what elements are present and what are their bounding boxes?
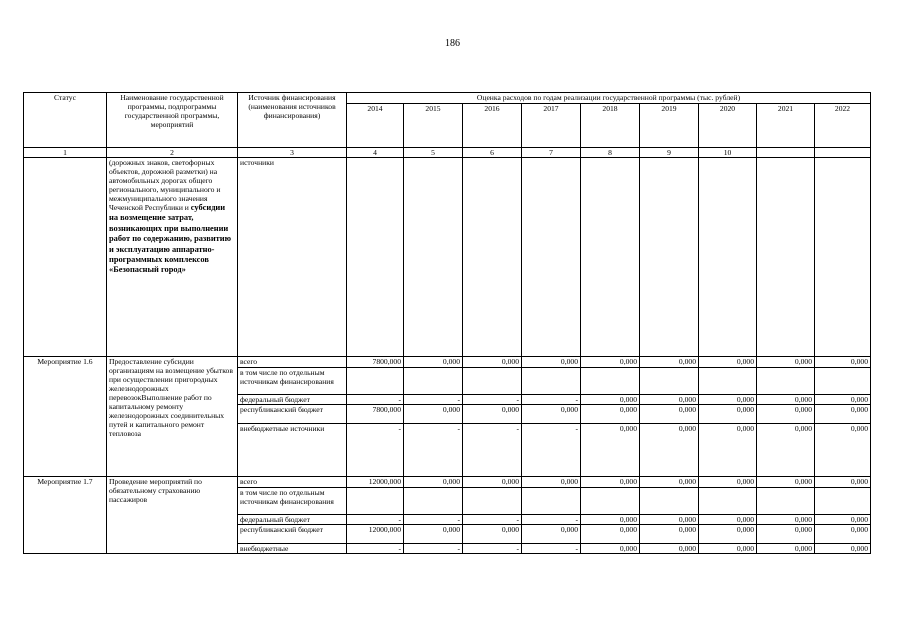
empty-cell [581, 158, 640, 357]
value-cell [815, 368, 871, 395]
value-cell: - [522, 544, 581, 554]
value-cell: 0,000 [815, 515, 871, 525]
value-cell: 0,000 [757, 405, 815, 424]
header-estimate: Оценка расходов по годам реализации государственной программы (тыс. рублей) [347, 93, 871, 104]
value-cell: 0,000 [640, 477, 699, 488]
value-cell [404, 368, 463, 395]
value-cell: 0,000 [640, 525, 699, 544]
empty-cell [522, 158, 581, 357]
empty-cell [757, 158, 815, 357]
value-cell: 0,000 [463, 357, 522, 368]
status-cell: Мероприятие 1.7 [24, 477, 107, 554]
value-cell [463, 368, 522, 395]
value-cell [463, 488, 522, 515]
value-cell: 0,000 [815, 525, 871, 544]
value-cell: 0,000 [640, 424, 699, 477]
page-number: 186 [445, 38, 460, 49]
value-cell: 0,000 [522, 525, 581, 544]
value-cell: 0,000 [699, 395, 757, 405]
value-cell [757, 488, 815, 515]
value-cell [815, 488, 871, 515]
funding-source-cell: федеральный бюджет [238, 395, 347, 405]
value-cell: 0,000 [640, 405, 699, 424]
value-cell [699, 368, 757, 395]
value-cell: 0,000 [815, 544, 871, 554]
year-2015: 2015 [404, 104, 463, 148]
value-cell: 0,000 [581, 357, 640, 368]
col-number: 2 [107, 148, 238, 158]
funding-source-cell: всего [238, 477, 347, 488]
value-cell [404, 488, 463, 515]
col-number: 4 [347, 148, 404, 158]
header-status: Статус [24, 93, 107, 148]
value-cell [640, 368, 699, 395]
col-number: 9 [640, 148, 699, 158]
value-cell [347, 488, 404, 515]
value-cell: - [463, 544, 522, 554]
value-cell: 0,000 [699, 525, 757, 544]
year-2020: 2020 [699, 104, 757, 148]
budget-table [23, 92, 871, 554]
value-cell: 0,000 [757, 357, 815, 368]
col-number: 7 [522, 148, 581, 158]
empty-cell [463, 158, 522, 357]
value-cell: 0,000 [699, 357, 757, 368]
value-cell: 0,000 [757, 424, 815, 477]
value-cell: 0,000 [699, 544, 757, 554]
col-number: 6 [463, 148, 522, 158]
empty-cell [640, 158, 699, 357]
empty-cell [347, 158, 404, 357]
value-cell: 0,000 [581, 395, 640, 405]
funding-source-cell: республиканский бюджет [238, 405, 347, 424]
value-cell: 0,000 [522, 405, 581, 424]
value-cell: 0,000 [404, 525, 463, 544]
continuation-row [24, 158, 871, 357]
col-number: 3 [238, 148, 347, 158]
value-cell: 0,000 [640, 395, 699, 405]
funding-source-cell: федеральный бюджет [238, 515, 347, 525]
empty-cell [699, 158, 757, 357]
table-row [24, 477, 871, 488]
value-cell: - [404, 424, 463, 477]
funding-source-cell: в том числе по отдельным источникам финансирования [238, 488, 347, 515]
value-cell: - [463, 424, 522, 477]
value-cell: 0,000 [757, 477, 815, 488]
value-cell: - [404, 395, 463, 405]
value-cell: 0,000 [581, 405, 640, 424]
empty-cell [404, 158, 463, 357]
value-cell: - [463, 395, 522, 405]
measure-name-cell: Проведение мероприятий по обязательному страхованию пассажиров [107, 477, 238, 554]
col-number [757, 148, 815, 158]
value-cell: 0,000 [699, 405, 757, 424]
col-number: 10 [699, 148, 757, 158]
continuation-name-plain: (дорожных знаков, светофорных объектов, дорожной разметки) на автомобильных дорогах общего регионального, муниципального и межмуниципального значения Чеченской Республики и [109, 158, 221, 212]
year-2018: 2018 [581, 104, 640, 148]
value-cell: - [463, 515, 522, 525]
value-cell: 0,000 [757, 395, 815, 405]
value-cell: 0,000 [404, 405, 463, 424]
value-cell: 0,000 [815, 424, 871, 477]
value-cell: 0,000 [404, 477, 463, 488]
value-cell: - [404, 544, 463, 554]
value-cell: - [347, 424, 404, 477]
value-cell [581, 368, 640, 395]
col-number: 5 [404, 148, 463, 158]
year-2016: 2016 [463, 104, 522, 148]
value-cell: 0,000 [463, 477, 522, 488]
value-cell: 0,000 [815, 477, 871, 488]
value-cell: 7800,000 [347, 405, 404, 424]
value-cell: 0,000 [581, 525, 640, 544]
value-cell [347, 368, 404, 395]
column-number-row [24, 148, 871, 158]
value-cell: - [522, 424, 581, 477]
continuation-source: источники [238, 158, 347, 357]
value-cell: 7800,000 [347, 357, 404, 368]
value-cell: 0,000 [581, 544, 640, 554]
value-cell: 0,000 [640, 544, 699, 554]
header-source: Источник финансирования (наименования источников финансирования) [238, 93, 347, 148]
value-cell: 0,000 [815, 395, 871, 405]
year-2017: 2017 [522, 104, 581, 148]
value-cell: 0,000 [815, 357, 871, 368]
continuation-name [107, 158, 238, 357]
value-cell: 0,000 [581, 477, 640, 488]
value-cell: 0,000 [757, 515, 815, 525]
value-cell: - [522, 395, 581, 405]
value-cell: - [347, 395, 404, 405]
value-cell: - [404, 515, 463, 525]
status-cell: Мероприятие 1.6 [24, 357, 107, 477]
value-cell: 0,000 [815, 405, 871, 424]
year-2014: 2014 [347, 104, 404, 148]
value-cell [699, 488, 757, 515]
value-cell [757, 368, 815, 395]
value-cell [522, 368, 581, 395]
funding-source-cell: всего [238, 357, 347, 368]
header-name: Наименование государственной программы, подпрограммы государственной программы, мероприятий [107, 93, 238, 148]
value-cell: 0,000 [522, 357, 581, 368]
table-row [24, 357, 871, 368]
empty-cell [815, 158, 871, 357]
continuation-name-bold: субсидии на возмещение затрат, возникающих при выполнении работ по содержанию, развитию и эксплуатацию аппаратно-программных комплексов «Безопасный город» [109, 203, 231, 275]
value-cell: 0,000 [581, 424, 640, 477]
value-cell: 0,000 [463, 525, 522, 544]
header-row-1 [24, 93, 871, 104]
value-cell: 0,000 [757, 525, 815, 544]
col-number [815, 148, 871, 158]
value-cell: 0,000 [640, 357, 699, 368]
funding-source-cell: в том числе по отдельным источникам финансирования [238, 368, 347, 395]
value-cell: 0,000 [463, 405, 522, 424]
value-cell: - [347, 544, 404, 554]
funding-source-cell: республиканский бюджет [238, 525, 347, 544]
value-cell: 0,000 [640, 515, 699, 525]
value-cell: - [347, 515, 404, 525]
value-cell: 0,000 [757, 544, 815, 554]
continuation-status [24, 158, 107, 357]
value-cell: 0,000 [699, 515, 757, 525]
year-2019: 2019 [640, 104, 699, 148]
value-cell: 0,000 [699, 424, 757, 477]
measure-name-cell: Предоставление субсидии организациям на возмещение убытков при осуществлении пригородных железнодорожных перевозокВыполнение работ по капитальному ремонту железнодорожных соединительных путей и капитального ремонт тепловоза [107, 357, 238, 477]
year-2022: 2022 [815, 104, 871, 148]
value-cell: - [522, 515, 581, 525]
value-cell: 12000,000 [347, 477, 404, 488]
value-cell [640, 488, 699, 515]
value-cell: 12000,000 [347, 525, 404, 544]
value-cell [522, 488, 581, 515]
col-number: 1 [24, 148, 107, 158]
funding-source-cell: внебюджетные источники [238, 424, 347, 477]
value-cell: 0,000 [522, 477, 581, 488]
value-cell: 0,000 [699, 477, 757, 488]
value-cell: 0,000 [581, 515, 640, 525]
year-2021: 2021 [757, 104, 815, 148]
value-cell: 0,000 [404, 357, 463, 368]
value-cell [581, 488, 640, 515]
funding-source-cell: внебюджетные [238, 544, 347, 554]
col-number: 8 [581, 148, 640, 158]
